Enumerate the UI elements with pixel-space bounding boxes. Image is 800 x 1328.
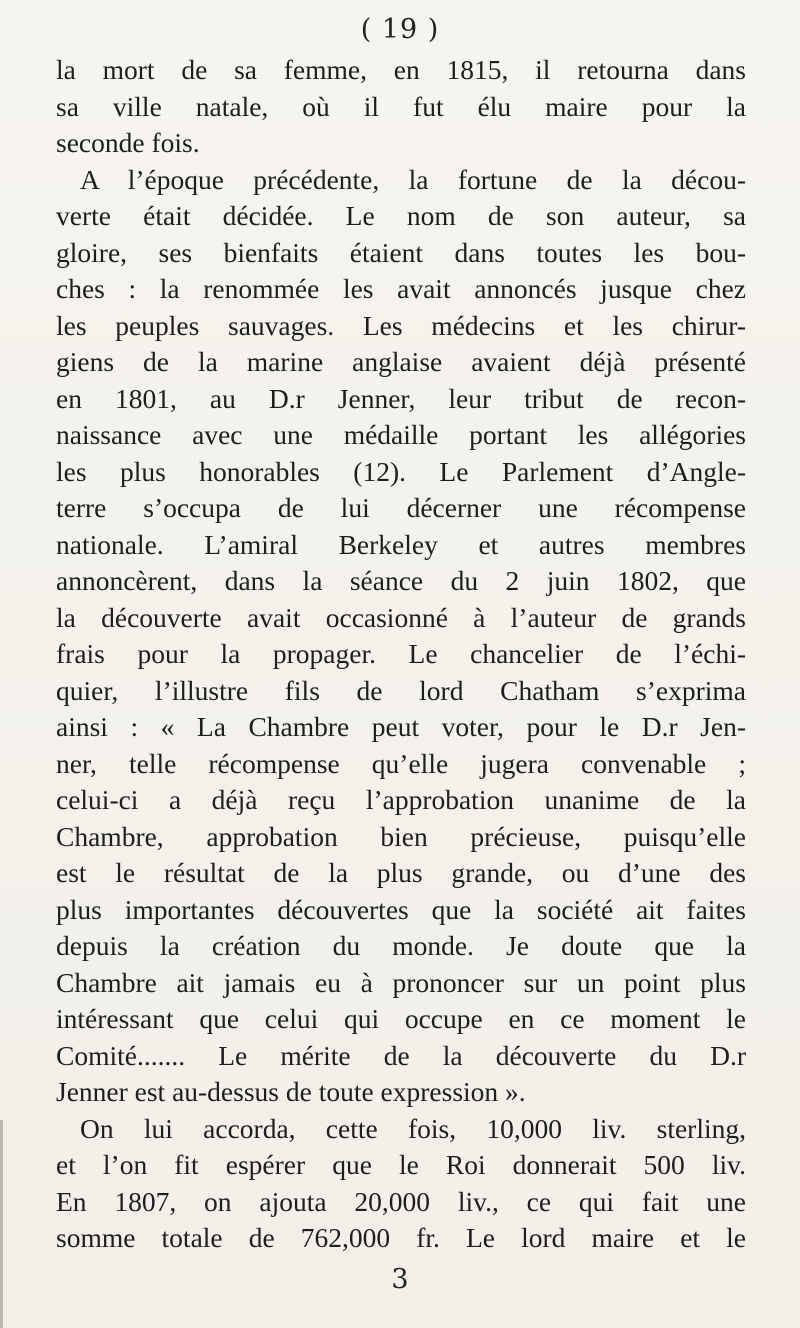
text-line: et l’on fit espérer que le Roi donnerait 500 liv. [56, 1149, 746, 1180]
text-line: nationale. L’amiral Berkeley et autres membres [56, 528, 746, 560]
text-line: annoncèrent, dans la séance du 2 juin 1802, que [56, 565, 746, 596]
text-line: la mort de sa femme, en 1815, il retourna dans [56, 54, 746, 85]
text-line: depuis la création du monde. Je doute que la [56, 930, 746, 961]
text-line: quier, l’illustre fils de lord Chatham s’exprima [56, 674, 746, 706]
text-line: sa ville natale, où il fut élu maire pour la [56, 90, 746, 122]
text-line: les plus honorables (12). Le Parlement d’Angle- [56, 455, 746, 487]
text-line: seconde fois. [56, 127, 200, 158]
text-line: Comité....... Le mérite de la découverte du D.r [56, 1039, 746, 1071]
text-line: En 1807, on ajouta 20,000 liv., ce qui fait une [56, 1185, 746, 1217]
text-line: les peuples sauvages. Les médecins et les chirur- [56, 309, 746, 341]
text-line: plus importantes découvertes que la société ait faites [56, 893, 746, 925]
text-line: A l’époque précédente, la fortune de la décou- [80, 163, 746, 195]
body-text [56, 52, 746, 1257]
text-line: la découverte avait occasionné à l’auteur de grands [56, 601, 746, 633]
text-line: frais pour la propager. Le chancelier de l’échi- [56, 638, 746, 669]
signature-mark: 3 [391, 1264, 409, 1295]
text-line: naissance avec une médaille portant les allégories [56, 419, 746, 450]
text-line: celui-ci a déjà reçu l’approbation unanime de la [56, 784, 746, 815]
text-line: somme totale de 762,000 fr. Le lord maire et le [56, 1222, 746, 1253]
text-line: On lui accorda, cette fois, 10,000 liv. sterling, [80, 1112, 746, 1144]
page-number: ( 19 ) [360, 14, 440, 45]
text-line: Chambre, approbation bien précieuse, puisqu’elle [56, 820, 746, 852]
text-line: ner, telle récompense qu’elle jugera convenable ; [56, 747, 746, 779]
text-line: giens de la marine anglaise avaient déjà présenté [56, 346, 746, 377]
text-line: ainsi : « La Chambre peut voter, pour le D.r Jen- [56, 711, 746, 742]
text-line: intéressant que celui qui occupe en ce moment le [56, 1003, 746, 1034]
text-line: gloire, ses bienfaits étaient dans toutes les bou- [56, 236, 746, 268]
text-line: est le résultat de la plus grande, ou d’une des [56, 857, 746, 888]
text-line: verte était décidée. Le nom de son auteur, sa [56, 200, 746, 231]
text-line: Jenner est au-dessus de toute expression ». [56, 1076, 526, 1107]
page-edge-divider [0, 1120, 3, 1328]
text-line: en 1801, au D.r Jenner, leur tribut de recon- [56, 382, 746, 414]
text-line: Chambre ait jamais eu à prononcer sur un point plus [56, 966, 746, 998]
text-line: terre s’occupa de lui décerner une récompense [56, 492, 746, 523]
text-line: ches : la renommée les avait annoncés jusque chez [56, 273, 746, 304]
